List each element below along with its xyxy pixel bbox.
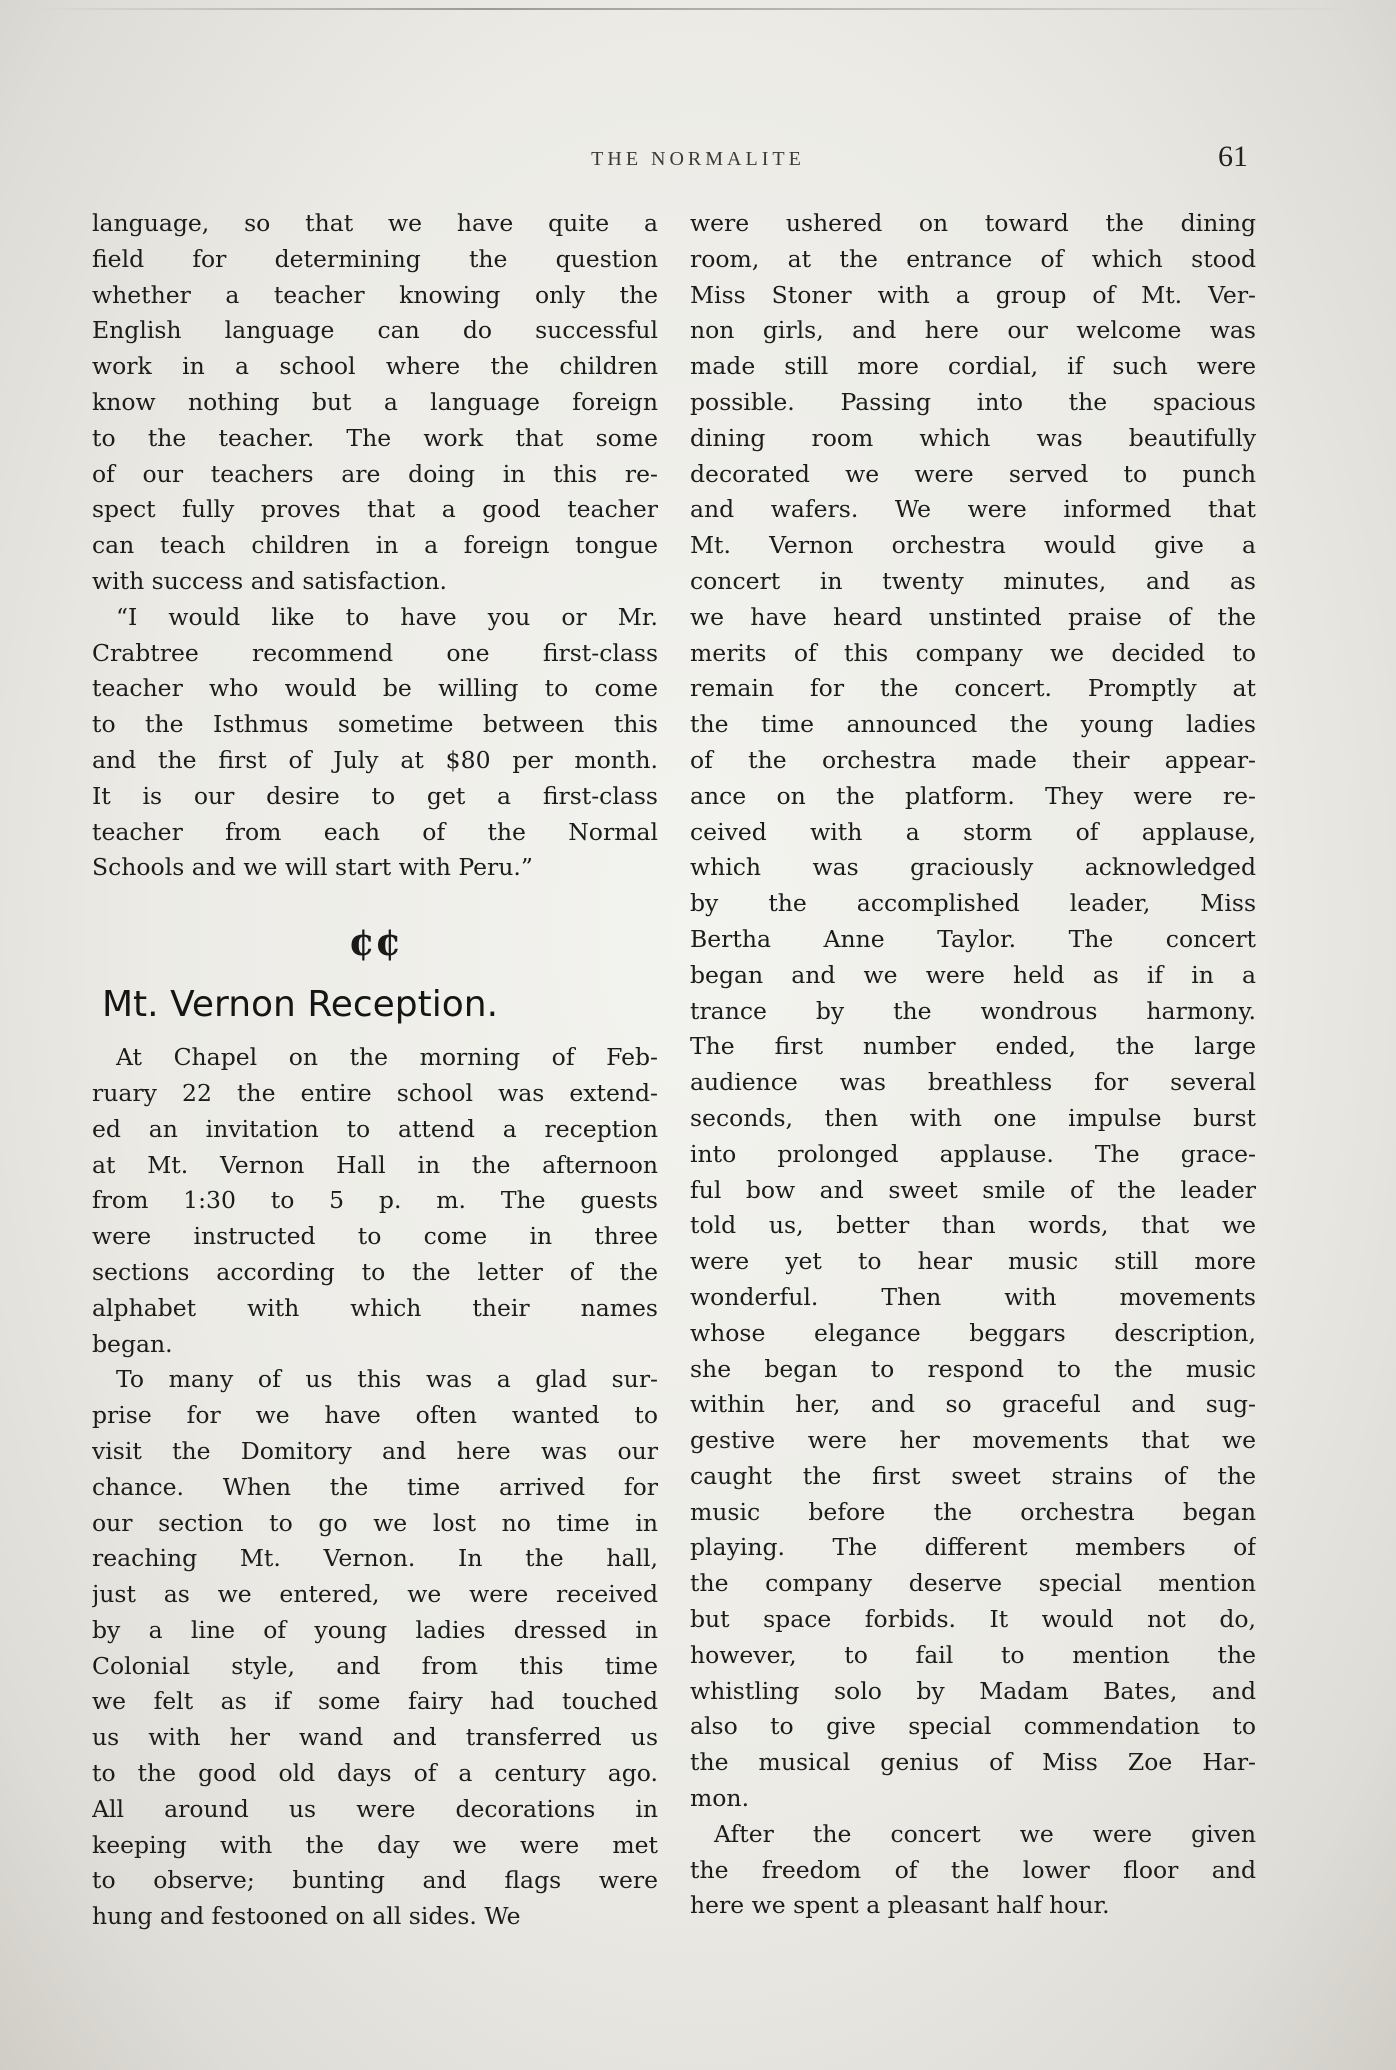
text-line: ruary 22 the entire school was extend- [92,1078,658,1107]
text-line: we felt as if some fairy had touched [92,1687,658,1716]
text-line: dining room which was beautifully [690,423,1256,452]
text-line: by the accomplished leader, Miss [690,889,1256,918]
text-line: hung and festooned on all sides. We [92,1902,521,1931]
text-line: sections according to the letter of the [92,1257,658,1286]
text-line: It is our desire to get a first-class [92,781,658,810]
paragraph-after-concert [690,1817,1256,1924]
text-line: teacher who would be willing to come [92,674,658,703]
text-line: room, at the entrance of which stood [690,244,1256,273]
text-line: were yet to hear music still more [690,1247,1256,1276]
text-line: from 1:30 to 5 p. m. The guests [92,1186,658,1215]
text-line: to the good old days of a century ago. [92,1759,658,1788]
text-line: seconds, then with one impulse burst [690,1103,1256,1132]
text-line: Bertha Anne Taylor. The concert [690,924,1256,953]
text-line: ed an invitation to attend a reception [92,1114,658,1143]
text-line: by a line of young ladies dressed in [92,1615,658,1644]
text-line: work in a school where the children [92,352,658,381]
text-line: began. [92,1329,173,1358]
text-line: here we spent a pleasant half hour. [690,1891,1110,1920]
text-line: of the orchestra made their appear- [690,745,1256,774]
text-line: and wafers. We were informed that [690,495,1256,524]
text-line: ful bow and sweet smile of the leader [690,1175,1256,1204]
text-line: to the teacher. The work that some [92,423,658,452]
text-line: possible. Passing into the spacious [690,387,1256,416]
text-line: field for determining the question [92,244,658,273]
text-line: decorated we were served to punch [690,459,1256,488]
text-line: whether a teacher knowing only the [92,280,658,309]
text-line: just as we entered, we were received [92,1580,658,1609]
text-line: also to give special commendation to [690,1712,1256,1741]
text-line: gestive were her movements that we [690,1426,1256,1455]
paragraph-crabtree-letter [92,600,658,886]
text-line: chance. When the time arrived for [92,1472,658,1501]
text-line: Mt. Vernon orchestra would give a [690,531,1256,560]
text-line: audience was breathless for several [690,1068,1256,1097]
text-line: Schools and we will start with Peru.” [92,853,533,882]
text-line: can teach children in a foreign tongue [92,531,658,560]
text-line: prise for we have often wanted to [92,1401,658,1430]
text-line: we have heard unstinted praise of the [690,602,1256,631]
text-line: wonderful. Then with movements [690,1282,1256,1311]
text-line: At Chapel on the morning of Feb- [116,1043,658,1072]
text-line: music before the orchestra began [690,1497,1256,1526]
text-line: Crabtree recommend one first-class [92,638,658,667]
text-line: The first number ended, the large [690,1032,1256,1061]
text-line: After the concert we were given [714,1819,1256,1848]
text-line: concert in twenty minutes, and as [690,566,1256,595]
text-line: trance by the wondrous harmony. [690,996,1256,1025]
text-line: know nothing but a language foreign [92,387,658,416]
page-number: 61 [1218,140,1248,173]
text-line: spect fully proves that a good teacher [92,495,658,524]
text-line: To many of us this was a glad sur- [116,1365,658,1394]
text-line: at Mt. Vernon Hall in the afternoon [92,1150,658,1179]
text-line: were instructed to come in three [92,1222,658,1251]
text-line: and the first of July at $80 per month. [92,745,658,774]
article-heading: Mt. Vernon Reception. [102,984,499,1026]
text-line: she began to respond to the music [690,1354,1256,1383]
text-line: within her, and so graceful and sug- [690,1390,1256,1419]
text-line: to the Isthmus sometime between this [92,710,658,739]
right-column [690,206,1256,1924]
text-line: into prolonged applause. The grace- [690,1139,1256,1168]
left-column [92,206,658,1935]
text-line: non girls, and here our welcome was [690,316,1256,345]
text-line: the company deserve special mention [690,1569,1256,1598]
text-line: mon. [690,1784,750,1813]
text-line: caught the first sweet strains of the [690,1461,1256,1490]
text-line: told us, better than words, that we [690,1211,1256,1240]
text-line: “I would like to have you or Mr. [116,602,658,631]
text-line: visit the Domitory and here was our [92,1436,658,1465]
text-line: remain for the concert. Promptly at [690,674,1256,703]
text-line: our section to go we lost no time in [92,1508,658,1537]
text-line: began and we were held as if in a [690,960,1256,989]
paragraph-dining-room-concert [690,206,1256,1817]
text-line: merits of this company we decided to [690,638,1256,667]
text-line: to observe; bunting and flags were [92,1866,658,1895]
text-line: All around us were decorations in [92,1794,658,1823]
text-line: ceived with a storm of applause, [690,817,1256,846]
text-line: teacher from each of the Normal [92,817,658,846]
text-line: with success and satisfaction. [92,566,448,595]
text-line: us with her wand and transferred us [92,1723,658,1752]
text-line: alphabet with which their names [92,1293,658,1322]
text-line: which was graciously acknowledged [690,853,1256,882]
text-line: English language can do successful [92,316,658,345]
text-line: however, to fail to mention the [690,1640,1256,1669]
paragraph-language-field [92,206,658,600]
text-line: Miss Stoner with a group of Mt. Ver- [690,280,1256,309]
paragraph-chapel-invitation [92,1040,658,1362]
text-line: whistling solo by Madam Bates, and [690,1676,1256,1705]
paragraph-glad-surprise [92,1362,658,1935]
text-line: the musical genius of Miss Zoe Har- [690,1748,1256,1777]
text-line: reaching Mt. Vernon. In the hall, [92,1544,658,1573]
text-line: language, so that we have quite a [92,209,658,237]
text-line: were ushered on toward the dining [690,209,1256,237]
text-line: of our teachers are doing in this re- [92,459,658,488]
text-line: the freedom of the lower floor and [690,1855,1256,1884]
running-head: THE NORMALITE [591,148,805,170]
top-edge-rule [40,8,1356,10]
text-line: keeping with the day we were met [92,1830,658,1859]
text-line: ance on the platform. They were re- [690,781,1256,810]
text-line: made still more cordial, if such were [690,352,1256,381]
text-line: whose elegance beggars description, [690,1318,1256,1347]
text-line: the time announced the young ladies [690,710,1256,739]
section-ornament: ¢¢ [348,919,402,965]
text-line: playing. The different members of [690,1533,1256,1562]
text-line: but space forbids. It would not do, [690,1605,1256,1634]
text-line: Colonial style, and from this time [92,1651,658,1680]
